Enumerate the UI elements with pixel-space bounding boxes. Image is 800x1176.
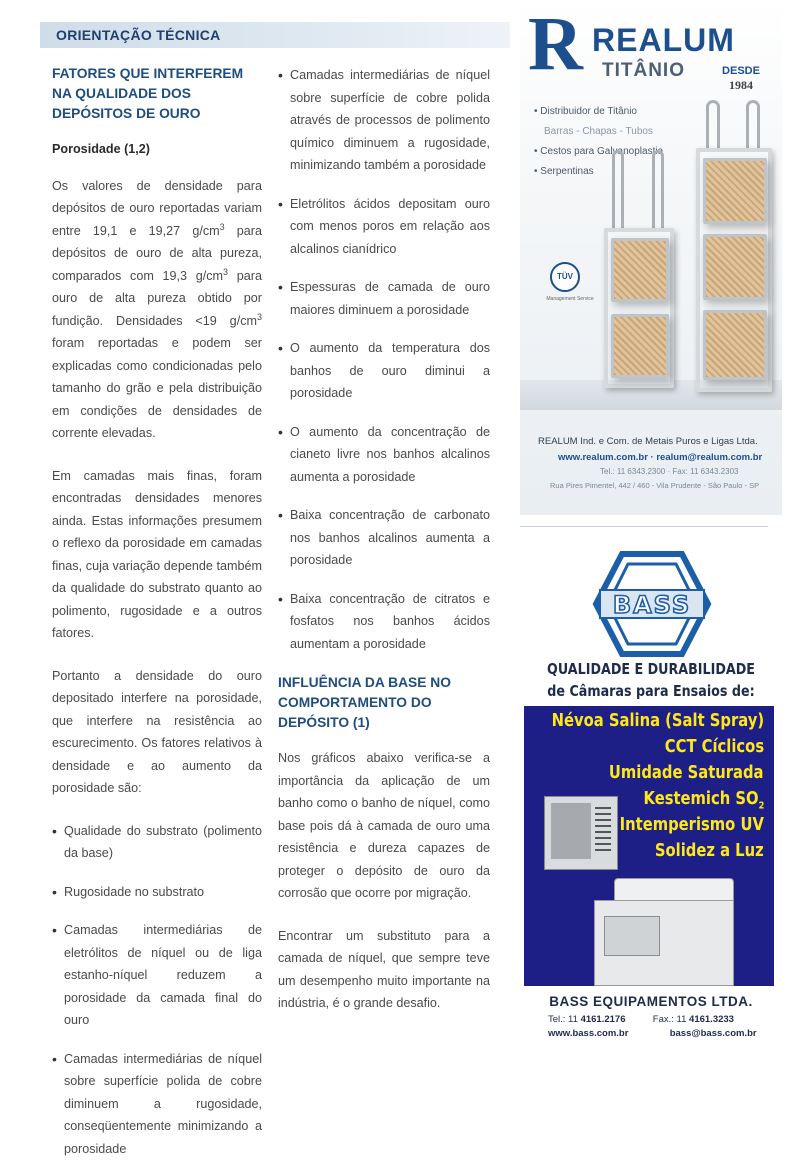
list-item: • Camadas intermediárias de eletrólitos de níquel ou de liga estanho-níquel reduzem a porosidade da camada final do ouro bbox=[52, 919, 262, 1032]
list-item: • Eletrólitos ácidos depositam ouro com menos poros em relação aos alcalinos cianídrico bbox=[278, 193, 490, 261]
service-item: CCT Cíclicos bbox=[664, 736, 764, 757]
section-title: ORIENTAÇÃO TÉCNICA bbox=[56, 27, 221, 43]
list-item: • Camadas intermediárias de níquel sobre superfície polida de cobre diminuem a rugosidade, conseqüentemente minimizando a porosidade bbox=[52, 1048, 262, 1161]
basket-hook-icon bbox=[746, 100, 760, 152]
service-item: Umidade Saturada bbox=[609, 762, 764, 783]
article-column-middle bbox=[278, 64, 490, 1035]
paragraph-challenge: Encontrar um substituto para a camada de níquel, que sempre teve um desempenho muito importante na indústria, é o grande desafio. bbox=[278, 928, 490, 1010]
basket-hook-icon bbox=[706, 100, 720, 152]
realum-address: Rua Pires Pimentel, 442 / 460 - Vila Prudente - São Paulo - SP bbox=[550, 481, 760, 490]
bass-advertisement[interactable] bbox=[520, 548, 782, 1053]
service-item: Solidez a Luz bbox=[655, 840, 764, 861]
bass-logo-text: BASS bbox=[612, 591, 692, 619]
list-item: • Baixa concentração de carbonato nos banhos alcalinos aumenta a porosidade bbox=[278, 504, 490, 572]
bass-email-link[interactable]: bass@bass.com.br bbox=[669, 1028, 757, 1039]
list-item: • Serpentinas bbox=[534, 166, 594, 177]
realum-logo: R bbox=[528, 2, 583, 86]
tuv-certification-icon: TÜV bbox=[550, 262, 580, 292]
service-item: Intemperismo UV bbox=[619, 814, 764, 835]
realum-phone: Tel.: 11 6343.2300 · Fax: 11 6343.2303 bbox=[600, 467, 739, 476]
realum-brand-sub: TITÂNIO bbox=[602, 60, 685, 81]
realum-web-link[interactable]: www.realum.com.br · realum@realum.com.br bbox=[558, 452, 763, 463]
list-item: Barras - Chapas - Tubos bbox=[544, 126, 653, 137]
realum-brand-name: REALUM bbox=[592, 22, 735, 58]
certification-caption: Management Service bbox=[546, 296, 594, 302]
factor-list-middle bbox=[278, 64, 490, 655]
list-item: • Rugosidade no substrato bbox=[52, 881, 262, 904]
bass-tagline: QUALIDADE E DURABILIDADE de Câmaras para Ensaios de: bbox=[547, 660, 755, 700]
article-heading: FATORES QUE INTERFEREM NA QUALIDADE DOS DEPÓSITOS DE OURO bbox=[52, 66, 244, 121]
titanium-basket-image bbox=[696, 148, 772, 392]
article-subheading: Porosidade (1,2) bbox=[52, 142, 150, 156]
bass-logo bbox=[592, 550, 712, 658]
service-item: Kestemich $SO_2$ bbox=[643, 788, 764, 812]
basket-hook-icon bbox=[652, 150, 664, 230]
paragraph-base-influence: Nos gráficos abaixo verifica-se a importância da aplicação de um banho como o banho de níquel, como base pois dá à camada de ouro uma resistência e dureza capazes de proteger o depósito de ouro da corrosão que ocorre por migração. bbox=[278, 751, 490, 900]
chamber-control-panel-image bbox=[604, 916, 660, 956]
paragraph-factors: Portanto a densidade do ouro depositado interfere na porosidade, que interfere na resistência ao escurecimento. Os fatores relativos à densidade e ao aumento da porosidade são: bbox=[52, 668, 262, 795]
bass-services-panel bbox=[524, 706, 774, 986]
realum-product-list bbox=[534, 102, 663, 182]
list-item: • Cestos para Galvanoplastia bbox=[534, 146, 664, 157]
titanium-basket-image bbox=[604, 228, 674, 388]
list-item: • O aumento da temperatura dos banhos de ouro diminui a porosidade bbox=[278, 337, 490, 405]
realum-company-name: REALUM Ind. e Com. de Metais Puros e Ligas Ltda. bbox=[538, 436, 758, 447]
list-item: • Camadas intermediárias de níquel sobre superfície de cobre polida através de processos de polimento químico diminuem a rugosidade, minimizando também a porosidade bbox=[278, 64, 490, 177]
test-cabinet-image bbox=[544, 796, 618, 870]
list-item: • Baixa concentração de citratos e fosfatos nos banhos ácidos aumentam a porosidade bbox=[278, 588, 490, 656]
paragraph-density: Os valores de densidade para depósitos de ouro reportadas variam entre 19,1 e 19,27 $g/cm^3$ para depósitos de ouro de alta pureza, comparados com 19,3 $g/cm^3$ para ouro de alta pureza obtido por fundição. Densidades <19 $g/cm^3$ foram reportadas e podem ser explicadas como condicionadas pelo tamanho do grão e pela distribuição em condições de densidades de corrente elevadas. bbox=[52, 178, 262, 440]
article-column-left bbox=[52, 64, 262, 1176]
article-heading-2: INFLUÊNCIA DA BASE NO COMPORTAMENTO DO DEPÓSITO (1) bbox=[278, 675, 451, 730]
factor-list-left bbox=[52, 820, 262, 1161]
realum-since-badge: DESDE 1984 bbox=[722, 65, 760, 92]
section-header bbox=[40, 22, 510, 48]
bass-company-name: BASS EQUIPAMENTOS LTDA. bbox=[549, 994, 753, 1009]
list-item: • Distribuidor de Titânio bbox=[534, 106, 637, 117]
list-item: • O aumento da concentração de cianeto livre nos banhos alcalinos aumenta a porosidade bbox=[278, 421, 490, 489]
list-item: • Qualidade do substrato (polimento da base) bbox=[52, 820, 262, 865]
list-item: • Espessuras de camada de ouro maiores diminuem a porosidade bbox=[278, 276, 490, 321]
bass-web-link[interactable]: www.bass.com.br bbox=[548, 1028, 629, 1039]
basket-hook-icon bbox=[612, 150, 624, 230]
realum-advertisement[interactable] bbox=[520, 0, 782, 515]
bass-phone-line: Tel.: 11 4161.2176 Fax.: 11 4161.3233 bbox=[548, 1014, 734, 1025]
service-item: Névoa Salina (Salt Spray) bbox=[551, 710, 764, 731]
paragraph-thin-layers: Em camadas mais finas, foram encontradas densidades menores ainda. Estas informações presumem o reflexo da porosidade em camadas finas, cuja variação depende também da qualidade do substrato quanto ao polimento, rugosidade e a outros fatores. bbox=[52, 468, 262, 640]
ad-divider bbox=[520, 526, 768, 527]
bass-web-line[interactable] bbox=[548, 1028, 757, 1039]
